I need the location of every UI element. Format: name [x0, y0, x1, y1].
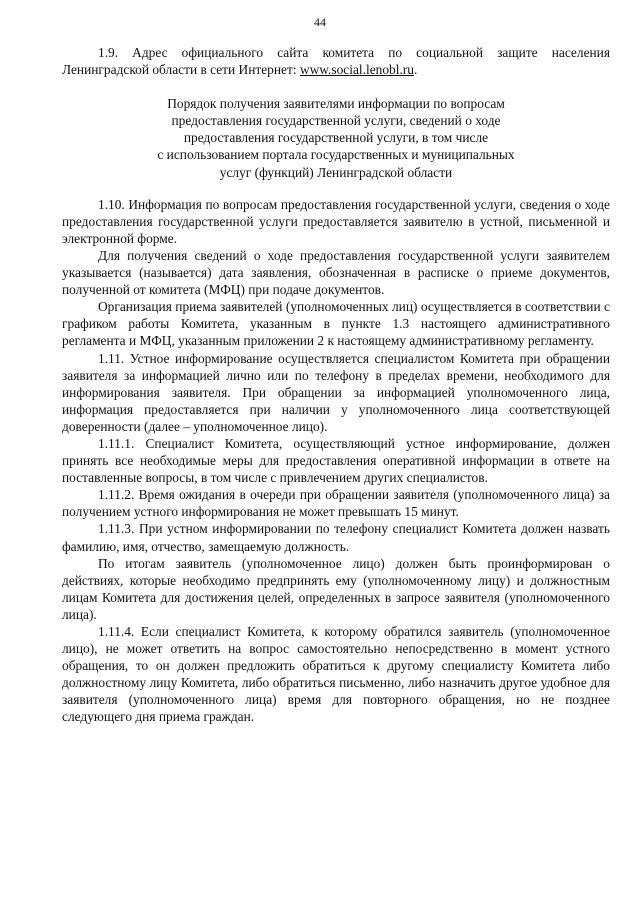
section-heading	[62, 95, 610, 180]
website-link[interactable]: www.social.lenobl.ru	[299, 62, 414, 78]
heading-line: с использованием портала государственных и муниципальных	[157, 147, 515, 163]
paragraph-1-11-1: 1.11.1. Специалист Комитета, осуществляющий устное информирование, должен принять все необходимые меры для предоставления оперативной информации в ответе на поставленные вопросы, в том числе с привлечением других специалистов.	[62, 435, 610, 486]
paragraph-1-10: 1.10. Информация по вопросам предоставления государственной услуги, сведения о ходе предоставления государственной услуги предоставляется заявителю в устной, письменной и электронной форме.	[62, 196, 610, 246]
document-body	[62, 44, 610, 726]
heading-line: предоставления государственной услуги, в том числе	[183, 130, 489, 146]
paragraph-1-11-3: 1.11.3. При устном информировании по телефону специалист Комитета должен назвать фамилию, имя, отчество, замещаемую должность.	[62, 521, 610, 554]
paragraph-reception: Организация приема заявителей (уполномоченных лиц) осуществляется в соответствии с графиком работы Комитета, указанным в пункте 1.3 настоящего административного регламента и МФЦ, указанным приложении 2 к настоящему административному регламенту.	[62, 299, 610, 349]
paragraph-status-info: Для получения сведений о ходе предоставления государственной услуги заявителем указывается (называется) дата заявления, обозначенная в расписке о приеме документов, полученной от комитета (МФЦ) при подаче документов.	[62, 247, 610, 298]
item-1-9-text: 1.9. Адрес официального сайта комитета по социальной защите населения Ленинградской области в сети Интернет:	[62, 45, 610, 78]
heading-line: услуг (функций) Ленинградской области	[219, 164, 453, 180]
heading-line: Порядок получения заявителями информации по вопросам	[167, 96, 505, 112]
paragraph-1-11-2: 1.11.2. Время ожидания в очереди при обращении заявителя (уполномоченного лица) за получением устного информирования не может превышать 15 минут.	[62, 487, 610, 520]
paragraph-results: По итогам заявитель (уполномоченное лицо) должен быть проинформирован о действиях, которые необходимо предпринять ему (уполномоченному лицу) и должностным лицам Комитета для достижения целей, определенных в запросе заявителя (уполномоченного лица).	[62, 555, 610, 622]
page-number: 44	[314, 15, 326, 29]
item-1-9-suffix: .	[413, 62, 418, 78]
heading-line: предоставления государственной услуги, сведений о ходе	[171, 113, 501, 129]
item-1-9	[62, 44, 610, 78]
paragraph-1-11: 1.11. Устное информирование осуществляется специалистом Комитета при обращении заявителя за информацией лично или по телефону в пределах времени, необходимого для информирования заявителя. При обращении за информацией уполномоченного лица, информация предоставляется при наличии у уполномоченного лица соответствующей доверенности (далее – уполномоченное лицо).	[62, 350, 610, 434]
paragraph-1-11-4: 1.11.4. Если специалист Комитета, к которому обратился заявитель (уполномоченное лицо), не может ответить на вопрос самостоятельно непосредственно в момент устного обращения, то он должен предложить обратиться к другому специалисту Комитета либо должностному лицу Комитета, либо обратиться письменно, либо назначить другое удобное для заявителя (уполномоченного лица) время для повторного обращения, но не позднее следующего дня приема граждан.	[62, 624, 610, 725]
